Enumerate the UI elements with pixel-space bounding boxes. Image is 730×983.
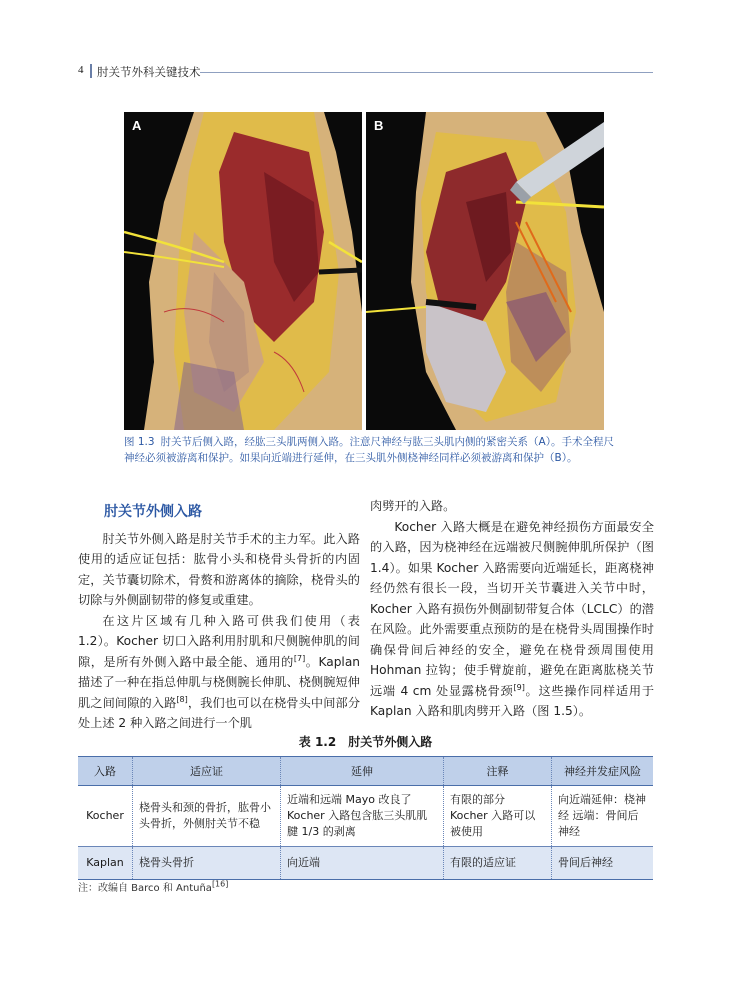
panel-label-b: B	[374, 118, 384, 133]
body-column-left	[78, 496, 360, 734]
figure-photo-a	[124, 112, 362, 430]
table-row	[78, 786, 653, 847]
column-header: 神经并发症风险	[552, 757, 654, 786]
table-note-text: 注：改编自 Barco 和 Antuña	[78, 883, 212, 894]
paragraph	[370, 517, 654, 722]
header-divider-bar	[90, 64, 92, 78]
text-run: 在这片区域有几种入路可供我们使用（表 1.2）。Kocher 切口入路利用肘肌和尺侧腕伸肌的间隙，是所有外侧入路中最全能、通用的	[78, 613, 360, 669]
table-header-row	[78, 757, 653, 786]
text-run: ，我们也可以在桡骨头中间部分处上述 2 种入路之间进行一个肌	[78, 695, 361, 730]
figure-photo-b	[366, 112, 604, 430]
table-note	[78, 879, 228, 894]
surgical-photo-b-image	[366, 112, 604, 430]
column-header: 入路	[78, 757, 133, 786]
figure-label: 图 1.3	[124, 436, 155, 448]
table-cell: 向近端延伸：桡神经 远端：骨间后神经	[552, 786, 654, 847]
table-title: 表 1.2 肘关节外侧入路	[298, 735, 433, 749]
table-cell: 有限的部分 Kocher 入路可以被使用	[444, 786, 552, 847]
header-rule	[200, 72, 653, 73]
table-cell: Kaplan	[78, 847, 133, 880]
figure-caption	[124, 434, 614, 466]
running-header	[78, 62, 653, 82]
table-cell: 骨间后神经	[552, 847, 654, 880]
column-header: 延伸	[281, 757, 444, 786]
table-cell: 桡骨头骨折	[133, 847, 281, 880]
lateral-approaches-table	[78, 756, 653, 880]
citation: [7]	[293, 653, 306, 663]
figure-caption-text: 肘关节后侧入路，经肱三头肌两侧入路。注意尺神经与肱三头肌内侧的紧密关系（A）。手术全程尺神经必须被游离和保护。如果向近端进行延伸，在三头肌外侧桡神经同样必须被游离和保护（B）。	[124, 436, 614, 464]
table-row	[78, 847, 653, 880]
table-cell: Kocher	[78, 786, 133, 847]
column-header: 适应证	[133, 757, 281, 786]
text-run: 。这些操作同样适用于 Kaplan 入路和肌肉劈开入路（图 1.5）。	[370, 683, 655, 718]
panel-label-a: A	[132, 118, 142, 133]
paragraph: 肘关节外侧入路是肘关节手术的主力军。此入路使用的适应证包括：肱骨小头和桡骨头骨折的内固定，关节囊切除术，骨赘和游离体的摘除，桡骨头的切除与外侧副韧带的修复或重建。	[78, 531, 360, 607]
citation: [9]	[513, 682, 525, 692]
table-cell: 近端和远端 Mayo 改良了 Kocher 入路包含肱三头肌肌腱 1/3 的剥离	[281, 786, 444, 847]
table-cell: 有限的适应证	[444, 847, 552, 880]
page-number: 4	[78, 64, 84, 76]
citation: [16]	[211, 879, 229, 889]
column-header: 注释	[444, 757, 552, 786]
text-run: Kocher 入路大概是在避免神经损伤方面最安全的入路，因为桡神经在远端被尺侧腕伸肌所保护（图 1.4）。如果 Kocher 入路需要向近端延长，距离桡神经仍然有很长一段，当切开关节囊进入关节中时，Kocher 入路有损伤外侧副韧带复合体（LCLC）的潜在风险。此外需要重点预防的是在桡骨头周围操作时确保骨间后神经的安全，避免在桡骨颈周围使用 Hohman 拉钩；使手臂旋前，避免在距离肱桡关节远端 4 cm 处显露桡骨颈	[370, 519, 654, 698]
body-column-right	[370, 496, 654, 722]
book-title: 肘关节外科关键技术	[97, 65, 201, 79]
text-run: 。Kaplan 描述了一种在指总伸肌与桡侧腕长伸肌、桡侧腕短伸肌之间间隙的入路	[78, 654, 361, 710]
section-heading: 肘关节外侧入路	[104, 504, 202, 520]
surgical-photo-a-image	[124, 112, 362, 430]
table-cell: 桡骨头和颈的骨折，肱骨小头骨折，外侧肘关节不稳	[133, 786, 281, 847]
citation: [8]	[176, 694, 188, 704]
paragraph	[78, 611, 360, 734]
paragraph-continued: 肉劈开的入路。	[370, 499, 456, 513]
table-cell: 向近端	[281, 847, 444, 880]
